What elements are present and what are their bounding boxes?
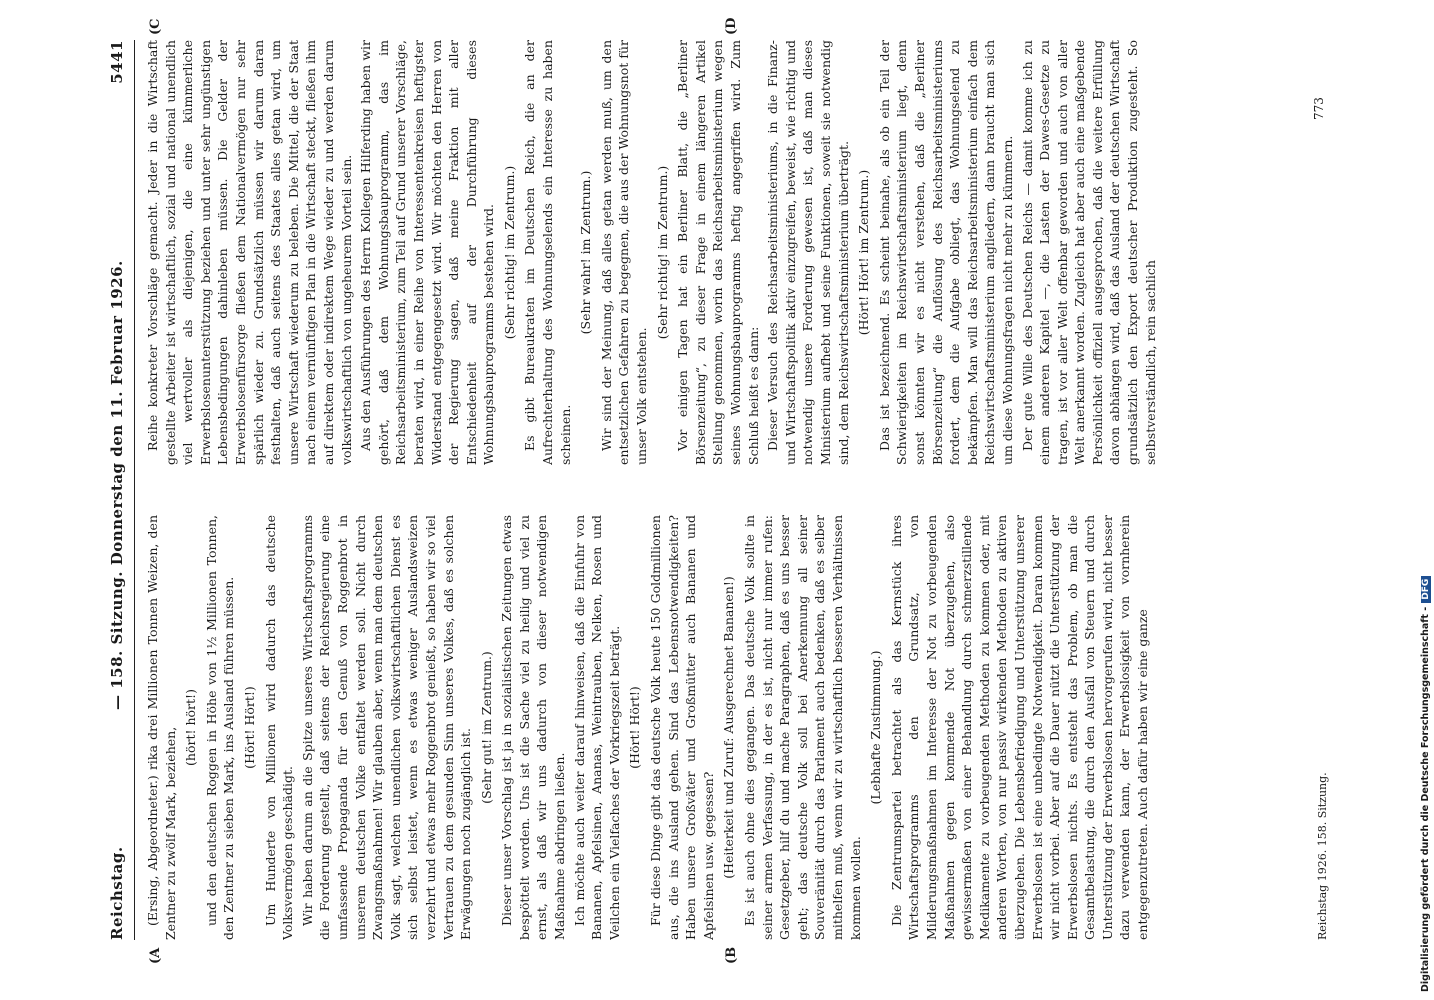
paragraph: Die Zentrumspartei betrachtet als das Kernstück ihres Wirtschaftsprogramms den Grundsatz, von Milderungsmaßnahmen im Interesse der Not zu vorbeugenden Maßnahmen gegen kommende Not überzugehen, also gewissermaßen von einer Behandlung durch schmerzstillende Medikamente zu vorbeugenden Methoden zu kommen oder, mit anderen Worten, von nur passiv wirkenden Methoden zu aktiven überzugehen. Die Lebensbefriedigung und Unterstützung unserer Erwerbslosen ist eine unbedingte Notwendigkeit. Daran kommen wir nicht vorbei. Aber auf die Dauer nützt die Unterstützung der Erwerbslosen nichts. Es entsteht das Problem, ob man die Gesamtbelastung, die durch den Ausfall von Steuern und durch Unterstützung der Erwerbslosen hervorgerufen wird, nicht besser dazu verwenden kann, der Erwerbslosigkeit von vornherein entgegenzutreten. Auch dafür haben wir eine ganze — [888, 515, 1151, 940]
footer-page-number: 773 — [1312, 97, 1326, 120]
margin-mark-d: (D — [724, 17, 739, 35]
paragraph: Dieser unser Vorschlag ist ja in sozialistischen Zeitungen etwas bespöttelt worden. Uns ist die Sache viel zu heilig und viel zu ernst, als daß wir uns dadurch von dieser notwendigen Maßnahme abdringen ließen. — [499, 515, 568, 940]
text-column-right — [144, 40, 1304, 465]
paragraph: und den deutschen Roggen in Höhe von 1½ Millionen Tonnen, den Zentner zu sieben Mark, ins Ausland führen müssen. — [203, 515, 237, 940]
running-header — [104, 40, 132, 940]
sidebar-credit — [1420, 8, 1434, 992]
text-column-left — [144, 515, 1304, 940]
interjection: (Hört! Hört!) — [627, 686, 643, 769]
paragraph: Um Hunderte von Millionen wird dadurch das deutsche Volksvermögen geschädigt. — [262, 515, 296, 940]
sidebar-credit-text — [1420, 8, 1434, 992]
footer-left: Reichstag 1926. 158. Sitzung. — [1316, 772, 1329, 940]
interjection: (Sehr wahr! im Zentrum.) — [578, 170, 594, 335]
interjection: (Sehr richtig! im Zentrum.) — [654, 165, 670, 340]
page-number: 5441 — [108, 40, 126, 84]
paragraph: Vor einigen Tagen hat ein Berliner Blatt, die „Berliner Börsenzeitung“, zu dieser Frage in einem längeren Artikel Stellung genommen, worin das Reichsarbeitsministerium wegen seines Wohnungsbauprogramms heftig angegriffen wird. Zum Schluß heißt es dann: — [675, 40, 761, 465]
paragraph: Wir sind der Meinung, daß alles getan werden muß, um den entsetzlichen Gefahren zu begegnen, die aus der Wohnungsnot für unser Volk entstehen. — [598, 40, 650, 465]
margin-mark-b: (B — [724, 946, 739, 964]
paragraph: Das ist bezeichnend. Es scheint beinahe, als ob ein Teil der Schwierigkeiten im Reichswirtschaftsministerium liegt, denn sonst könnten wir es nicht verstehen, daß die „Berliner Börsenzeitung“ die Auflösung des Reichsarbeitsministeriums fordert, dem die Aufgabe obliegt, das Wohnungselend zu bekämpfen. Man will das Reichsarbeitsministerium einfach dem Reichswirtschaftsministerium angliedern, dann braucht man sich um diese Wohnungsfragen nicht mehr zu kümmern. — [876, 40, 1015, 465]
interjection: (Heiterkeit und Zuruf: Ausgerechnet Bananen!) — [721, 576, 737, 879]
paragraph: Ich möchte auch weiter darauf hinweisen, daß die Einfuhr von Bananen, Apfelsinen, Ananas, Weintrauben, Nelken, Rosen und Veilchen ein Vielfaches der Vorkriegszeit beträgt. — [571, 515, 622, 940]
margin-mark-a: (A — [148, 947, 163, 964]
interjection: (hört! hört!) — [183, 689, 199, 766]
header-left: Reichstag. — [108, 846, 126, 940]
header-rule — [134, 40, 135, 940]
paragraph: Wir haben darum an die Spitze unseres Wirtschaftsprogramms die Forderung gestellt, daß seitens der Reichsregierung eine umfassende Propaganda für den Genuß von Roggenbrot in unserem deutschen Volke entfaltet werden soll. Nicht durch Zwangsmaßnahmen! Wir glauben aber, wenn man dem deutschen Volk sagt, welchen unendlichen volkswirtschaftlichen Dienst es sich selbst leistet, wenn es etwas weniger Auslandsweizen verzehrt und etwas mehr Roggenbrot genießt, so haben wir so viel Vertrauen zu dem gesunden Sinn unseres Volkes, daß es solchen Erwägungen noch zugänglich ist. — [299, 515, 474, 940]
interjection: (Lebhafte Zustimmung.) — [868, 650, 884, 805]
document-page — [104, 17, 1364, 964]
paragraph: Es gibt Bureaukraten im Deutschen Reich, die an der Aufrechterhaltung des Wohnungselends ein Interesse zu haben scheinen. — [522, 40, 573, 465]
header-center: — 158. Sitzung. Donnerstag den 11. Februar 1926. — [108, 260, 126, 710]
paragraph: Dieser Versuch des Reichsarbeitsministeriums, in die Finanz- und Wirtschaftspolitik aktiv einzugreifen, beweist, wie richtig und notwendig unsere Forderung gewesen ist, daß man dieses Ministerium aufhebt und seine Funktionen, soweit sie notwendig sind, dem Reichswirtschaftsministerium überträgt. — [765, 40, 851, 465]
paragraph: Reihe konkreter Vorschläge gemacht. Jeder in die Wirtschaft gestellte Arbeiter ist wirtschaftlich, sozial und national unendlich viel wertvoller als diejenigen, die eine kümmerliche Erwerbslosenunterstützung beziehen und unter sehr ungünstigen Lebensbedingungen dahinleben müssen. Die Gelder der Erwerbslosenfürsorge fließen dem Nationalvermögen nur sehr spärlich wieder zu. Grundsätzlich müssen wir darum daran festhalten, daß auch seitens des Staates alles getan wird, um unsere Wirtschaft wiederum zu beleben. Die Mittel, die der Staat nach einem vernünftigen Plan in die Wirtschaft steckt, fließen ihm auf direktem oder indirektem Wege wieder zu und werden darum volkswirtschaftlich von ungeheurem Vorteil sein. — [145, 40, 354, 465]
paragraph: Der gute Wille des Deutschen Reichs — damit komme ich zu einem anderen Kapitel —, die Lasten der Dawes-Gesetze zu tragen, ist vor aller Welt offenbar geworden und auch von aller Welt anerkannt worden. Zugleich hat aber auch eine maßgebende Persönlichkeit offiziell ausgesprochen, daß die weitere Erfüllung davon abhängen wird, daß das Ausland der deutschen Wirtschaft grundsätzlich den Export deutscher Produktion zugesteht. So selbstverständlich, rein sachlich — [1019, 40, 1158, 465]
paragraph: (Ersing, Abgeordneter.) rika drei Millionen Tonnen Weizen, den Zentner zu zwölf Mark, beziehen, — [145, 515, 178, 940]
interjection: (Hört! Hört!) — [241, 686, 257, 769]
interjection: (Sehr gut! im Zentrum.) — [478, 651, 494, 804]
funding-note: Digitalisierung gefördert durch die Deutsche Forschungsgemeinschaft - — [1420, 606, 1431, 992]
interjection: (Hört! Hört! im Zentrum.) — [856, 169, 872, 336]
margin-mark-c: (C — [148, 18, 163, 35]
paragraph: Es ist auch ohne dies gegangen. Das deutsche Volk sollte in seiner armen Verfassung, in der es ist, nicht nur immer rufen: Gesetzgeber, hilf du und mache Paragraphen, daß es uns besser geht; das deutsche Volk soll bei Anerkennung all seiner Souveränität durch das Parlament auch bedenken, daß es selber mithelfen muß, wenn wir zu wirtschaftlich besseren Verhältnissen kommen wollen. — [742, 515, 863, 940]
dfg-logo: DFG — [1421, 576, 1431, 603]
interjection: (Sehr richtig! im Zentrum.) — [501, 165, 517, 340]
paragraph: Für diese Dinge gibt das deutsche Volk heute 150 Goldmillionen aus, die ins Ausland gehen. Sind das Lebensnotwendigkeiten? Haben unsere Großväter und Großmütter auch Bananen und Apfelsinen usw. gegessen? — [648, 515, 716, 940]
paragraph: Aus den Ausführungen des Herrn Kollegen Hilferding haben wir gehört, daß dem Wohnungsbauprogramm, das im Reichsarbeitsministerium, zum Teil auf Grund unserer Vorschläge, beraten wird, in einer Reihe von Interessentenkreisen heftigster Widerstand entgegengesetzt wird. Wir möchten den Herren von der Regierung sagen, daß meine Fraktion mit aller Entschiedenheit auf der Durchführung dieses Wohnungsbauprogramms bestehen wird. — [358, 40, 497, 465]
